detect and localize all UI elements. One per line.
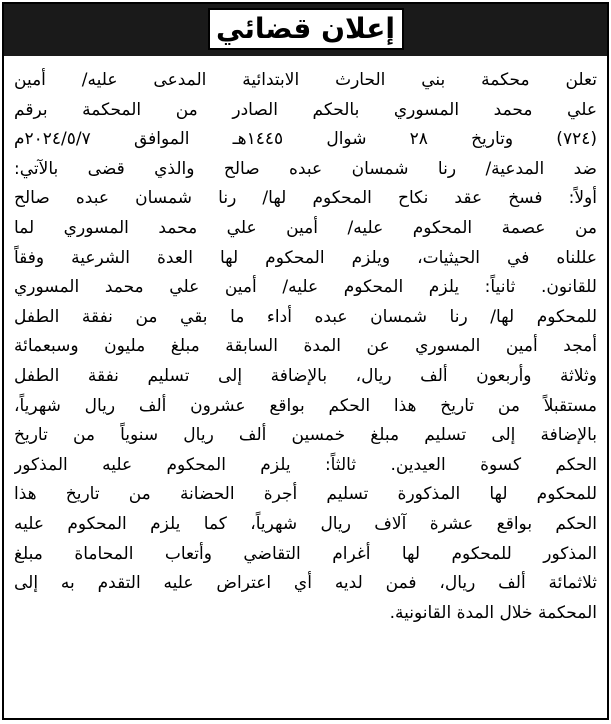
notice-line: أولاً: فسخ عقد نكاح المحكوم لها/ رنا شمسان عبده صالح <box>14 188 597 209</box>
notice-line: للقانون. ثانياً: يلزم المحكوم عليه/ أمين علي محمد المسوري <box>14 277 597 298</box>
notice-line: علي محمد المسوري بالحكم الصادر من المحكمة برقم <box>14 99 597 120</box>
notice-header <box>4 4 607 56</box>
notice-line: بالإضافة إلى تسليم مبلغ خمسين ألف ريال سنوياً من تاريخ <box>14 425 597 446</box>
notice-line: مستقبلاً من تاريخ هذا الحكم بواقع عشرون ألف ريال شهرياً، <box>14 395 597 416</box>
notice-line: المذكور للمحكوم لها أغرام التقاضي وأتعاب المحاماة مبلغ <box>14 543 597 564</box>
notice-line: (٧٢٤) وتاريخ ٢٨ شوال ١٤٤٥هـ الموافق ٢٠٢٤/٥/٧م <box>14 129 597 150</box>
notice-line: الحكم كسوة العيدين. ثالثاً: يلزم المحكوم عليه المذكور <box>14 454 597 475</box>
notice-line: المحكمة خلال المدة القانونية. <box>389 602 597 623</box>
notice-title: إعلان قضائي <box>208 8 404 50</box>
notice-line: للمحكوم لها المذكورة تسليم أجرة الحضانة من تاريخ هذا <box>14 484 597 505</box>
notice-line: ثلاثمائة ألف ريال، فمن لديه أي اعتراض عليه التقدم به إلى <box>14 573 597 594</box>
notice-line: من عصمة المحكوم عليه/ أمين علي محمد المسوري لما <box>14 217 597 238</box>
notice-line: للمحكوم لها/ رنا شمسان عبده أداء ما بقي من نفقة الطفل <box>14 306 597 327</box>
notice-line: ضد المدعية/ رنا شمسان عبده صالح والذي قضى بالآتي: <box>14 158 597 179</box>
notice-line: عللناه في الحيثيات، ويلزم المحكوم لها العدة الشرعية وفقاً <box>14 247 597 268</box>
notice-line: أمجد أمين المسوري عن المدة السابقة مبلغ مليون وسبعمائة <box>14 336 597 357</box>
notice-body <box>14 66 597 712</box>
notice-line: الحكم بواقع عشرة آلاف ريال شهرياً، كما يلزم المحكوم عليه <box>14 513 597 534</box>
judicial-notice <box>2 2 609 720</box>
notice-line: تعلن محكمة بني الحارث الابتدائية المدعى عليه/ أمين <box>14 70 597 90</box>
notice-line: وثلاثة وأربعون ألف ريال، بالإضافة إلى تسليم نفقة الطفل <box>14 365 597 386</box>
